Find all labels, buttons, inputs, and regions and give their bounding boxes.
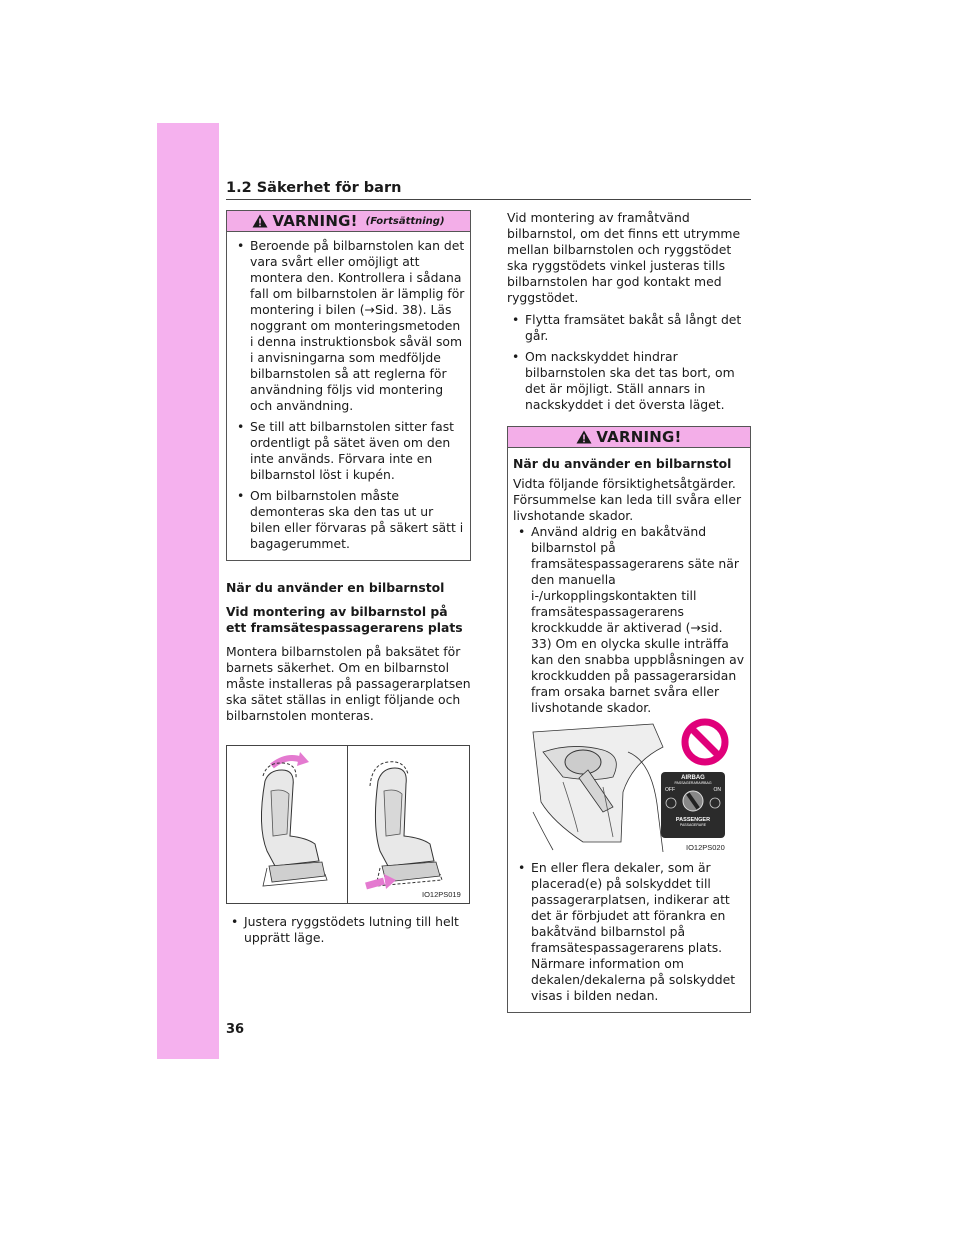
- seat-illustration-right: [348, 746, 468, 903]
- warning-body: [227, 232, 470, 560]
- warning-triangle-icon: [576, 430, 592, 444]
- switch-passenger-label: PASSENGER: [675, 817, 711, 823]
- instruction-item: • Flytta framsätet bakåt så långt det går.: [507, 312, 751, 344]
- heading-front-passenger-seat: Vid montering av bilbarnstol på ett framsätespassagerarens plats: [226, 604, 463, 635]
- switch-knob-icon: [661, 787, 725, 813]
- switch-off-label: OFF: [665, 787, 675, 793]
- intro-paragraph: Vid montering av framåtvänd bilbarnstol, om det finns ett utrymme mellan bilbarnstolen och ryggstödet ska ryggstödets vinkel justeras tills bilbarnstolen har god kontakt med ryggstödet.: [507, 210, 741, 305]
- warning-subtitle: (Fortsättning): [365, 215, 445, 227]
- warning-item: • Använd aldrig en bakåtvänd bilbarnstol på framsätespassagerarens säte när den manuella i-/urkopplingskontakten till framsätespassagerarens krockkudde är aktiverad (→sid. 33) Om en olycka skulle inträffa kan den snabba uppblåsningen av krockkudden på passagerarsidan fram orsaka barnet svåra eller livshotande skador.: [513, 524, 746, 716]
- warning-item: • Beroende på bilbarnstolen kan det vara svårt eller omöjligt att montera den. Kontrollera i sådana fall om bilbarnstolen är lämplig för montering i bilen (→Sid. 38). Läs noggrant om monteringsmetoden i denna instruktionsbok såväl som i anvisningarna som medföljde bilbarnstolen så att reglerna för användning följs vid montering och användning.: [232, 238, 466, 414]
- header-rule: [226, 199, 751, 200]
- warning-item: • Om bilbarnstolen måste demonteras ska den tas ut ur bilen eller förvaras på säkert sätt i bagagerummet.: [232, 488, 466, 552]
- warning-intro: Vidta följande försiktighetsåtgärder. Försummelse kan leda till svåra eller livshotande skador.: [513, 476, 742, 523]
- switch-airbag-label: AIRBAG: [681, 775, 705, 781]
- warning-box-continued: [226, 210, 471, 561]
- switch-passenger-sublabel: PASSAGERARE: [679, 823, 707, 827]
- instruction-item: • Justera ryggstödets lutning till helt upprätt läge.: [226, 914, 471, 946]
- warning-heading: När du använder en bilbarnstol: [513, 456, 732, 471]
- warning-header: [227, 211, 470, 232]
- warning-body: [508, 448, 750, 1012]
- seat-illustration-left: [227, 746, 347, 903]
- warning-item: • En eller flera dekaler, som är placerad(e) på solskyddet till passagerarplatsen, indikerar att det är förbjudet att förankra en bakåtvänd bilbarnstol på framsätespassagerarens plats. Närmare information om dekalen/dekalerna på solskyddet visas i bilden nedan.: [513, 860, 746, 1004]
- warning-header: [508, 427, 750, 448]
- figure-code: IO12PS019: [422, 890, 461, 899]
- heading-using-child-seat: När du använder en bilbarnstol: [226, 580, 445, 595]
- left-column: [226, 210, 471, 951]
- warning-title: VARNING!: [596, 428, 682, 446]
- seat-adjustment-figure: [226, 745, 470, 904]
- instruction-item: • Om nackskyddet hindrar bilbarnstolen ska det tas bort, om det är möjligt. Ställ annars in nackskyddet i det översta läget.: [507, 349, 751, 413]
- airbag-figure: [513, 722, 738, 854]
- page-number: 36: [226, 1022, 245, 1037]
- airbag-switch-panel: [661, 772, 725, 838]
- switch-on-label: ON: [713, 787, 721, 793]
- warning-title: VARNING!: [272, 212, 358, 230]
- prohibition-icon: [681, 718, 729, 766]
- body-paragraph: Montera bilbarnstolen på baksätet för barnets säkerhet. Om en bilbarnstol måste installeras på passagerarplatsen ska sätet ställas in enligt följande och bilbarnstolen monteras.: [226, 644, 471, 723]
- warning-triangle-icon: [252, 214, 268, 228]
- section-title: 1.2 Säkerhet för barn: [226, 180, 402, 196]
- switch-airbag-sublabel: PASSAGERARAIRBAG: [674, 781, 712, 785]
- figure-code: IO12PS020: [686, 843, 725, 852]
- warning-item: • Se till att bilbarnstolen sitter fast ordentligt på sätet även om den inte används. Förvara inte en bilbarnstol löst i kupén.: [232, 419, 466, 483]
- warning-box: [507, 426, 751, 1013]
- right-column: [507, 210, 751, 1013]
- page-tab-sidebar: [157, 123, 219, 1059]
